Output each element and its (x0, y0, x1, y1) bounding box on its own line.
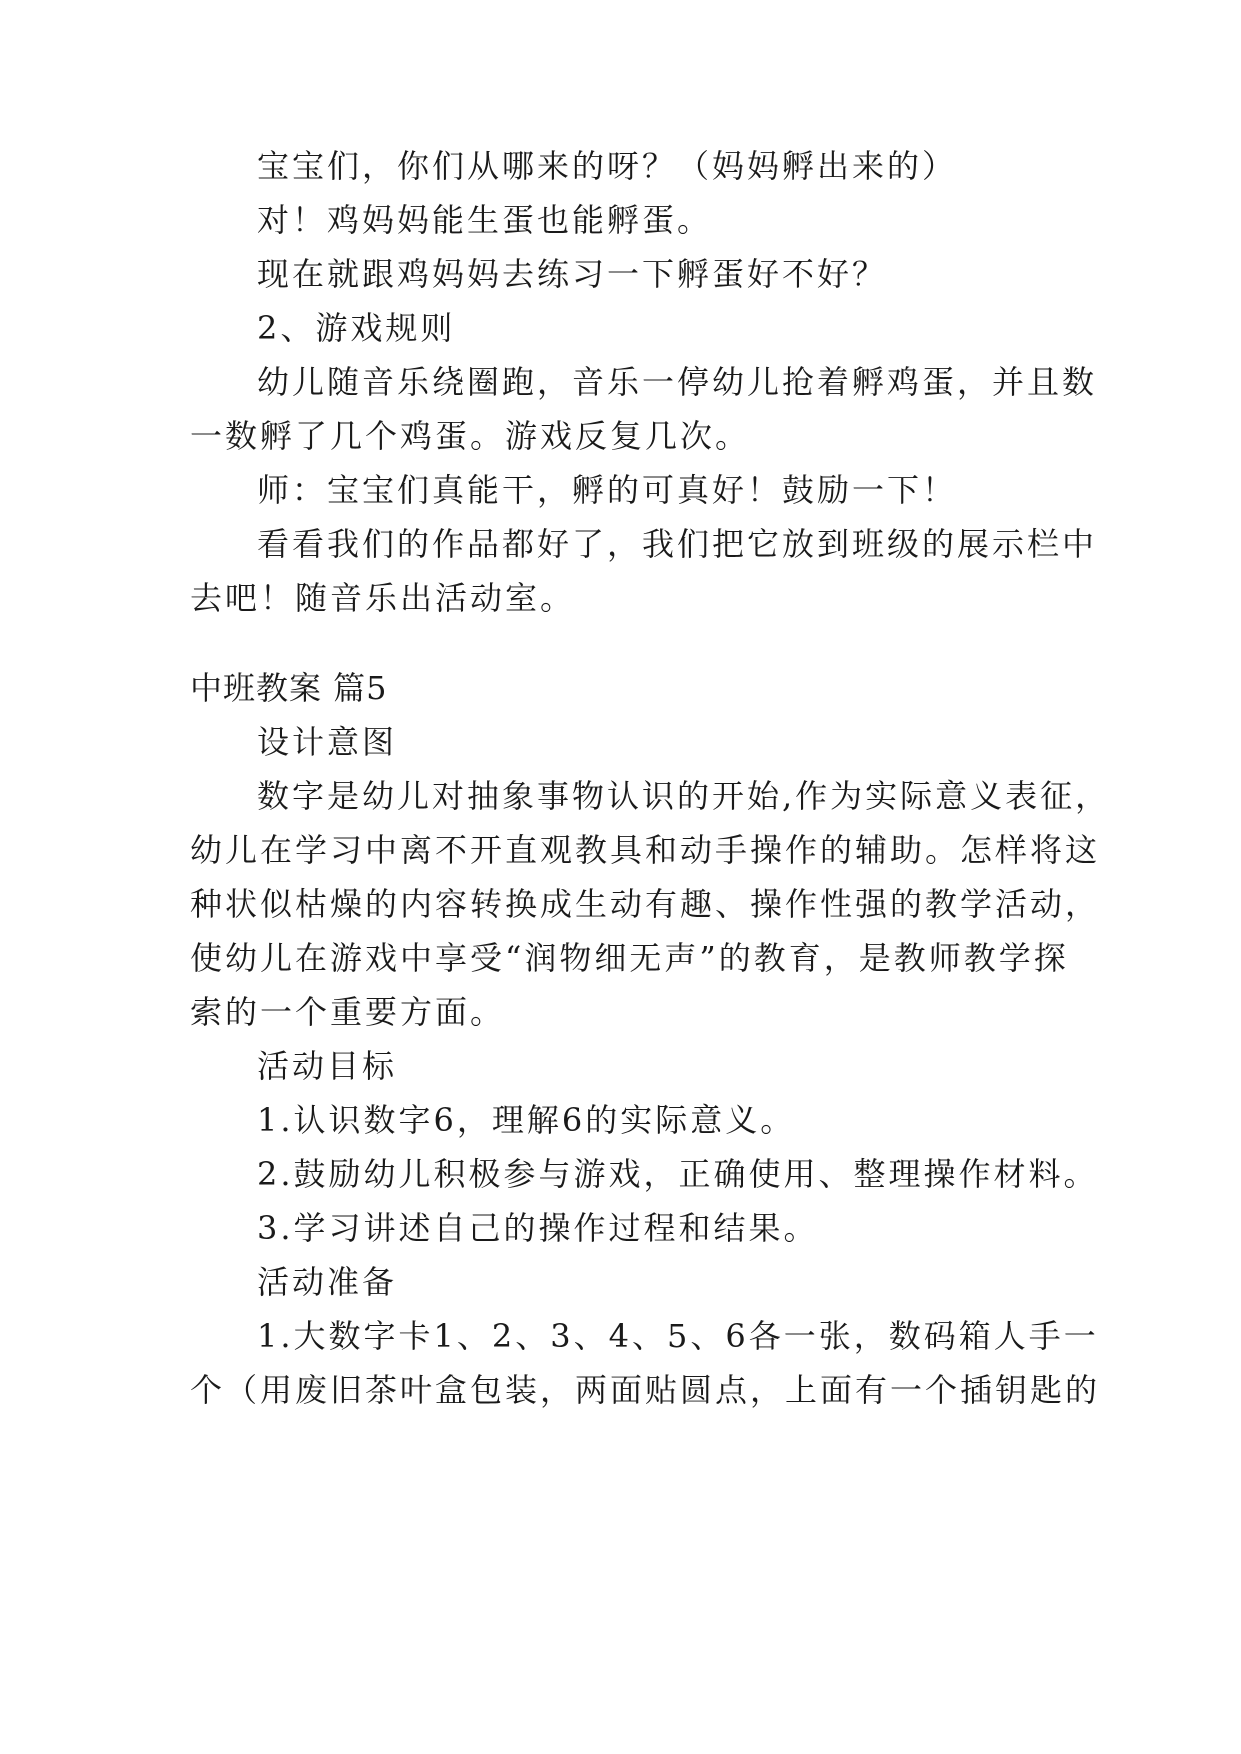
paragraph-line: 幼儿在学习中离不开直观教具和动手操作的辅助。怎样将这 (190, 831, 1101, 869)
paragraph-line: 数字是幼儿对抽象事物认识的开始,作为实际意义表征， (257, 777, 1111, 815)
section-title: 中班教案 篇5 (190, 669, 388, 707)
paragraph-line: 对！鸡妈妈能生蛋也能孵蛋。 (257, 201, 713, 239)
paragraph-line: 索的一个重要方面。 (190, 993, 506, 1031)
paragraph-line: 幼儿随音乐绕圈跑，音乐一停幼儿抢着孵鸡蛋，并且数 (257, 363, 1098, 401)
paragraph-line: 现在就跟鸡妈妈去练习一下孵蛋好不好？ (257, 255, 888, 293)
subheading: 2、游戏规则 (257, 309, 456, 347)
paragraph-line: 使幼儿在游戏中享受“润物细无声”的教育，是教师教学探 (190, 939, 1069, 977)
subheading: 设计意图 (257, 723, 398, 761)
list-item: 2.鼓励幼儿积极参与游戏，正确使用、整理操作材料。 (257, 1155, 1099, 1193)
paragraph-line: 宝宝们，你们从哪来的呀？（妈妈孵出来的） (257, 147, 958, 185)
paragraph-line: 师：宝宝们真能干，孵的可真好！鼓励一下！ (257, 471, 958, 509)
paragraph-line: 个（用废旧茶叶盒包装，两面贴圆点，上面有一个插钥匙的 (190, 1371, 1101, 1409)
list-item: 1.认识数字6，理解6的实际意义。 (257, 1101, 796, 1139)
list-item: 1.大数字卡1、2、3、4、5、6各一张，数码箱人手一 (257, 1317, 1099, 1355)
paragraph-line: 去吧！随音乐出活动室。 (190, 579, 576, 617)
paragraph-line: 种状似枯燥的内容转换成生动有趣、操作性强的教学活动， (190, 885, 1101, 923)
subheading: 活动准备 (257, 1263, 398, 1301)
paragraph-line: 一数孵了几个鸡蛋。游戏反复几次。 (190, 417, 751, 455)
paragraph-line: 看看我们的作品都好了，我们把它放到班级的展示栏中 (257, 525, 1098, 563)
list-item: 3.学习讲述自己的操作过程和结果。 (257, 1209, 819, 1247)
subheading: 活动目标 (257, 1047, 398, 1085)
